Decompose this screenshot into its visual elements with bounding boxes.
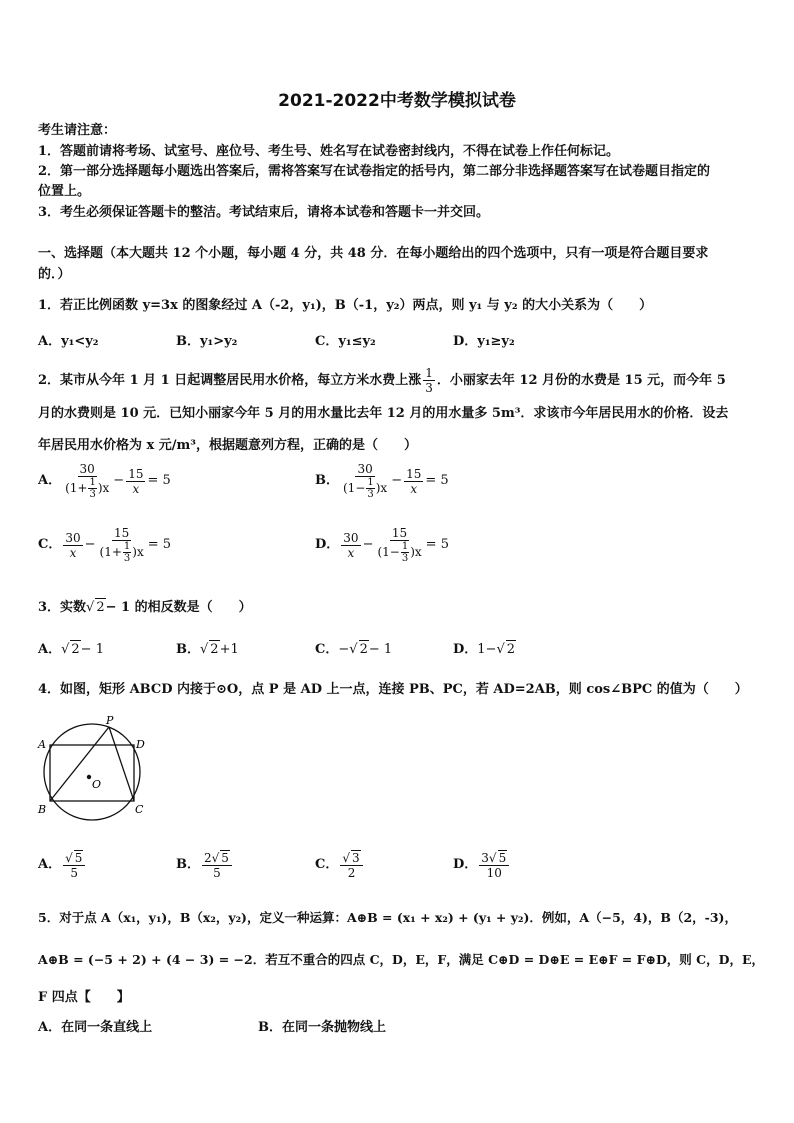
q2-c-frac2 <box>98 526 146 564</box>
label-b: B <box>38 803 47 816</box>
minus-sign: − <box>113 473 125 488</box>
q2-stem <box>38 366 726 395</box>
q2-c-frac1 <box>63 531 82 560</box>
radicand: 5 <box>498 851 507 865</box>
numerator: 30 <box>343 530 359 545</box>
q2-a-frac1 <box>63 462 111 500</box>
numerator: 30 <box>357 462 373 476</box>
minus-sign: − <box>391 473 403 488</box>
den-close: )x <box>97 481 110 495</box>
q2-stem-a: 2．某市从今年 1 月 1 日起调整居民用水价格，每立方米水费上涨 <box>38 372 422 388</box>
q4-option-c[interactable] <box>315 850 365 880</box>
q4-option-d[interactable] <box>453 850 511 880</box>
suffix: +1 <box>219 642 239 657</box>
q2-stem-line2: 月的水费则是 10 元．已知小丽家今年 5 月的用水量比去年 12 月的用水量多 5m³．求该市今年居民用水的价格．设去 <box>38 406 729 421</box>
numerator: √ 3 <box>340 850 362 866</box>
section-heading-cont: 的．） <box>38 267 71 282</box>
denominator <box>98 541 146 564</box>
q4-figure <box>34 712 154 822</box>
den-close: )x <box>410 545 422 559</box>
q3-option-b[interactable]: B．√ 2+1 <box>176 642 239 657</box>
inner-fraction <box>401 541 409 564</box>
fraction <box>202 850 232 880</box>
q3-option-c[interactable]: C．−√ 2− 1 <box>315 642 393 657</box>
q2-option-d-label: D． <box>315 537 340 552</box>
denominator: x <box>132 481 140 496</box>
notice-item-2: 2．第一部分选择题每小题选出答案后，需将答案写在试卷指定的括号内，第二部分非选择题答案写在试卷题目指定的 <box>38 164 711 179</box>
den-close: )x <box>132 545 144 559</box>
suffix: − 1 <box>80 642 104 657</box>
q2-option-d[interactable] <box>315 526 449 564</box>
radicand: 3 <box>352 851 360 865</box>
q3-stem-b: − 1 的相反数是（ ） <box>105 600 252 615</box>
q3-option-a[interactable]: A．√ 2− 1 <box>38 642 104 657</box>
numerator: 30 <box>65 530 81 545</box>
q5-stem: 5．对于点 A（x₁，y₁)，B（x₂，y₂)，定义一种运算：A⊕B = (x₁ + x₂) + (y₁ + y₂)．例如，A（−5，4)，B（2，-3)， <box>38 910 737 925</box>
label-d: D <box>136 738 145 751</box>
numerator: 3√ 5 <box>479 850 509 866</box>
inner-den: 3 <box>401 553 409 564</box>
coef: 3 <box>481 851 489 865</box>
q1-option-d[interactable]: D．y₁≥y₂ <box>453 334 515 349</box>
label-p: P <box>106 714 114 727</box>
q3-radicand: 2 <box>96 600 105 615</box>
prefix: − <box>338 642 350 657</box>
inner-num: 1 <box>89 477 96 488</box>
q2-b-frac1 <box>341 462 389 500</box>
denominator: 10 <box>486 866 502 880</box>
label-o: O <box>92 778 102 791</box>
suffix: − 1 <box>368 642 393 657</box>
denominator <box>341 477 389 500</box>
q4-option-c-label: C． <box>315 857 339 872</box>
q2-b-frac2 <box>404 467 423 496</box>
q2-option-a-label: A． <box>38 473 62 488</box>
denominator: 5 <box>213 866 221 880</box>
inner-num: 1 <box>401 541 409 552</box>
q3-option-a-label: A． <box>38 642 62 657</box>
inner-den: 3 <box>89 489 96 500</box>
den-open: (1+ <box>99 545 122 559</box>
coef: 2 <box>204 851 212 865</box>
denominator: 5 <box>70 866 79 880</box>
numerator: 15 <box>391 526 408 540</box>
q4-option-b-label: B． <box>176 857 200 872</box>
q2-stem-fraction <box>423 366 435 395</box>
fraction <box>479 850 509 880</box>
q5-stem-line2: A⊕B = (−5 + 2) + (4 − 3) = −2．若互不重合的四点 C，D，E，F，满足 C⊕D = D⊕E = E⊕F = F⊕D，则 C，D，E， <box>38 952 764 967</box>
q3-stem: 3．实数√ 2− 1 的相反数是（ ） <box>38 600 252 615</box>
fraction <box>340 850 362 880</box>
q2-option-c[interactable] <box>38 526 171 564</box>
rectangle-abcd <box>50 745 134 801</box>
q4-option-a-label: A． <box>38 857 62 872</box>
prefix: 1− <box>477 642 497 657</box>
q4-option-b[interactable] <box>176 850 234 880</box>
section-heading: 一、选择题（本大题共 12 个小题，每小题 4 分，共 48 分．在每小题给出的四个选项中，只有一项是符合题目要求 <box>38 246 709 261</box>
q2-a-frac2 <box>126 467 145 496</box>
denominator <box>63 477 111 500</box>
notice-item-3: 3．考生必须保证答题卡的整洁。考试结束后，请将本试卷和答题卡一并交回。 <box>38 205 490 220</box>
numerator: √ 5 <box>63 850 85 866</box>
q5-option-a[interactable]: A．在同一条直线上 <box>38 1020 153 1035</box>
numerator: 15 <box>114 526 130 540</box>
q3-option-d-label: D． <box>453 642 478 657</box>
fraction <box>63 850 85 880</box>
radicand: 2 <box>506 642 516 657</box>
radicand: 5 <box>74 851 83 865</box>
center-dot <box>87 775 91 779</box>
circle-o <box>44 724 140 820</box>
q3-option-d[interactable]: D．1−√ 2 <box>453 642 516 657</box>
notice-item-1: 1．答题前请将考场、试室号、座位号、考生号、姓名写在试卷密封线内，不得在试卷上作任何标记。 <box>38 144 620 159</box>
q3-option-c-label: C． <box>315 642 339 657</box>
minus-sign: − <box>362 537 374 552</box>
inner-fraction <box>366 477 374 500</box>
q2-frac-den: 3 <box>425 381 433 395</box>
notice-item-2-cont: 位置上。 <box>38 184 91 199</box>
q4-option-a[interactable] <box>38 850 87 880</box>
numerator: 2√ 5 <box>202 850 232 866</box>
radicand: 2 <box>210 642 219 657</box>
q2-stem-b: ．小丽家去年 12 月份的水费是 15 元，而今年 5 <box>436 372 726 388</box>
inner-den: 3 <box>123 553 131 564</box>
q1-option-c[interactable]: C．y₁≤y₂ <box>315 334 376 349</box>
numerator: 15 <box>128 466 144 481</box>
q1-option-b[interactable]: B．y₁>y₂ <box>176 334 238 349</box>
numerator: 15 <box>406 466 422 481</box>
label-c: C <box>135 803 144 816</box>
denominator <box>375 541 423 564</box>
q2-option-a[interactable] <box>38 462 171 500</box>
inner-den: 3 <box>367 489 374 500</box>
q1-option-a[interactable]: A．y₁<y₂ <box>38 334 99 349</box>
radicand: 2 <box>359 642 368 657</box>
q2-option-b-label: B． <box>315 473 339 488</box>
q2-stem-line3: 年居民用水价格为 x 元/m³，根据题意列方程，正确的是（ ） <box>38 438 417 453</box>
den-open: (1+ <box>65 481 88 495</box>
denominator: x <box>69 545 77 560</box>
den-open: (1− <box>343 481 366 495</box>
inner-num: 1 <box>367 477 374 488</box>
q3-option-b-label: B． <box>176 642 200 657</box>
q4-option-d-label: D． <box>453 857 478 872</box>
den-close: )x <box>375 481 388 495</box>
inner-fraction <box>88 477 96 500</box>
page-title: 2021-2022中考数学模拟试卷 <box>278 91 516 111</box>
inner-num: 1 <box>123 541 131 552</box>
segment-pc <box>109 727 134 801</box>
numerator: 30 <box>79 462 95 476</box>
q2-d-frac2 <box>375 526 423 564</box>
denominator: 2 <box>347 866 356 880</box>
q4-stem: 4．如图，矩形 ABCD 内接于⊙O，点 P 是 AD 上一点，连接 PB、PC，若 AD=2AB，则 cos∠BPC 的值为（ ） <box>38 682 748 697</box>
label-a: A <box>38 738 46 751</box>
equals-five: = 5 <box>147 473 171 488</box>
radicand: 5 <box>221 851 229 865</box>
q2-d-frac1 <box>341 531 360 560</box>
den-open: (1− <box>377 545 400 559</box>
minus-sign: − <box>84 537 96 552</box>
equals-five: = 5 <box>425 537 449 552</box>
q2-option-c-label: C． <box>38 537 62 552</box>
inner-fraction <box>123 541 131 564</box>
q3-stem-a: 3．实数 <box>38 600 87 615</box>
denominator: x <box>410 481 418 496</box>
equals-five: = 5 <box>425 473 449 488</box>
q2-option-b[interactable] <box>315 462 449 500</box>
equals-five: = 5 <box>147 537 172 552</box>
q1-stem: 1．若正比例函数 y=3x 的图象经过 A（-2，y₁)，B（-1，y₂）两点，则 y₁ 与 y₂ 的大小关系为（ ） <box>38 298 653 313</box>
denominator: x <box>347 545 355 560</box>
q5-option-b[interactable]: B．在同一条抛物线上 <box>258 1020 386 1035</box>
q2-frac-num: 1 <box>425 366 433 380</box>
radicand: 2 <box>71 642 80 657</box>
notice-heading: 考生请注意： <box>38 123 117 138</box>
q5-stem-line3: F 四点【 】 <box>38 990 130 1005</box>
